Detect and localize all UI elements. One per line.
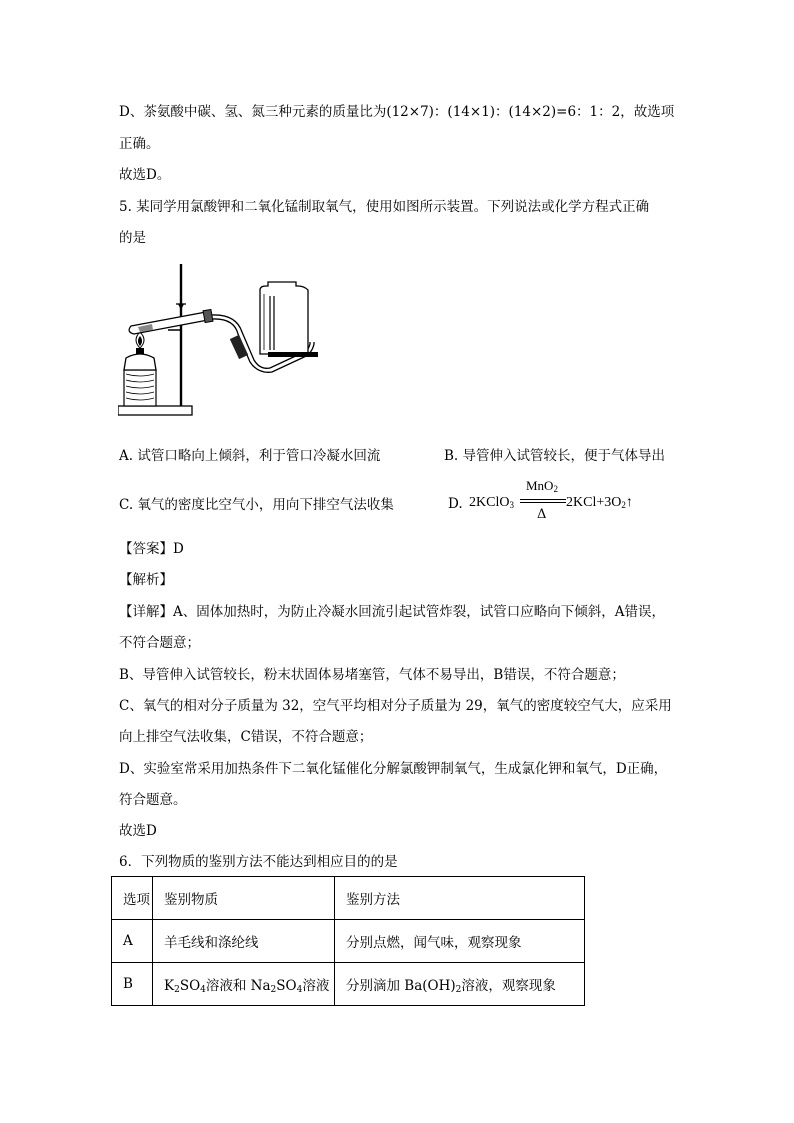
method-part: 分别滴加 Ba(OH) [346, 977, 456, 994]
equation-reactant [469, 495, 514, 511]
equation-products [566, 495, 633, 511]
formula-subscript: 2 [270, 984, 277, 995]
final-answer: 故选D [119, 823, 157, 839]
detail-line: 【详解】A、固体加热时，为防止冷凝水回流引起试管炸裂，试管口应略向下倾斜，A错误， [119, 604, 665, 620]
answer-line: 【答案】D [119, 541, 184, 557]
option-b: B. 导管伸入试管较长，便于气体导出 [444, 448, 666, 464]
table-cell: 羊毛线和涤纶线 [153, 920, 335, 963]
table-row [112, 920, 585, 963]
table-header-cell: 鉴别方法 [335, 877, 585, 920]
formula-part: SO [179, 977, 201, 994]
equation-line-bottom [520, 502, 566, 503]
equation-line-top [520, 499, 566, 500]
catalyst-formula: MnO [526, 478, 554, 493]
reactant-subscript: 3 [509, 500, 514, 510]
detail-line: D、实验室常采用加热条件下二氧化锰催化分解氯酸钾制氧气，生成氯化钾和氧气，D正确， [119, 761, 668, 777]
question-6-stem: 6．下列物质的鉴别方法不能达到相应目的的是 [119, 854, 398, 870]
table-cell [335, 963, 585, 1006]
question-5-stem-cont: 的是 [119, 230, 146, 246]
oxygen-apparatus-figure [118, 258, 318, 420]
table-cell: A [112, 920, 153, 963]
detail-line: 不符合题意； [119, 635, 200, 651]
table-cell [153, 963, 335, 1006]
table-cell: 分别点燃，闻气味，观察现象 [335, 920, 585, 963]
formula-part: SO [276, 977, 297, 994]
option-d-label: D. [448, 496, 463, 512]
analysis-heading: 【解析】 [119, 572, 173, 588]
option-a: A. 试管口略向上倾斜，利于管口冷凝水回流 [119, 448, 381, 464]
detail-line: B、导管伸入试管较长，粉末状固体易堵塞管，气体不易导出，B错误，不符合题意； [119, 667, 625, 683]
table-cell: B [112, 963, 153, 1006]
table-row [112, 963, 585, 1006]
identification-table [111, 876, 585, 1006]
catalyst-subscript: 2 [553, 484, 558, 494]
detail-line: 向上排空气法收集，C错误，不符合题意； [119, 729, 373, 745]
table-header-cell: 鉴别物质 [153, 877, 335, 920]
question-5-stem: 5. 某同学用氯酸钾和二氧化锰制取氧气，使用如图所示装置。下列说法或化学方程式正确 [119, 199, 650, 215]
product-subscript: 2 [621, 500, 626, 510]
text-line: 故选D。 [119, 167, 171, 183]
text-line: 正确。 [119, 136, 160, 152]
option-c: C. 氧气的密度比空气小，用向下排空气法收集 [119, 497, 394, 513]
reactant-formula: 2KClO [469, 495, 510, 510]
option-d-equation [448, 474, 678, 526]
formula-subscript: 2 [455, 984, 462, 995]
formula-subscript: 4 [200, 984, 206, 995]
formula-part: 溶液和 Na [205, 977, 271, 994]
products-formula: 2KCl+3O [566, 495, 622, 510]
formula-subscript: 4 [296, 984, 303, 995]
formula-subscript: 2 [174, 984, 180, 995]
gas-arrow: ↑ [625, 495, 633, 510]
equation-catalyst [526, 478, 558, 494]
table-header-row [112, 877, 585, 920]
table-header-cell: 选项 [112, 877, 153, 920]
formula-part: 溶液 [302, 977, 330, 994]
detail-line: 符合题意。 [119, 792, 187, 808]
detail-line: C、氧气的相对分子质量为 32，空气平均相对分子质量为 29，氧气的密度较空气大，应采用 [119, 698, 672, 714]
heat-condition: Δ [537, 507, 547, 522]
text-line: D、茶氨酸中碳、氢、氮三种元素的质量比为(12×7)：(14×1)：(14×2)=6：1：2，故选项 [119, 104, 675, 120]
method-part: 溶液，观察现象 [461, 977, 556, 994]
formula-part: K [164, 977, 175, 994]
